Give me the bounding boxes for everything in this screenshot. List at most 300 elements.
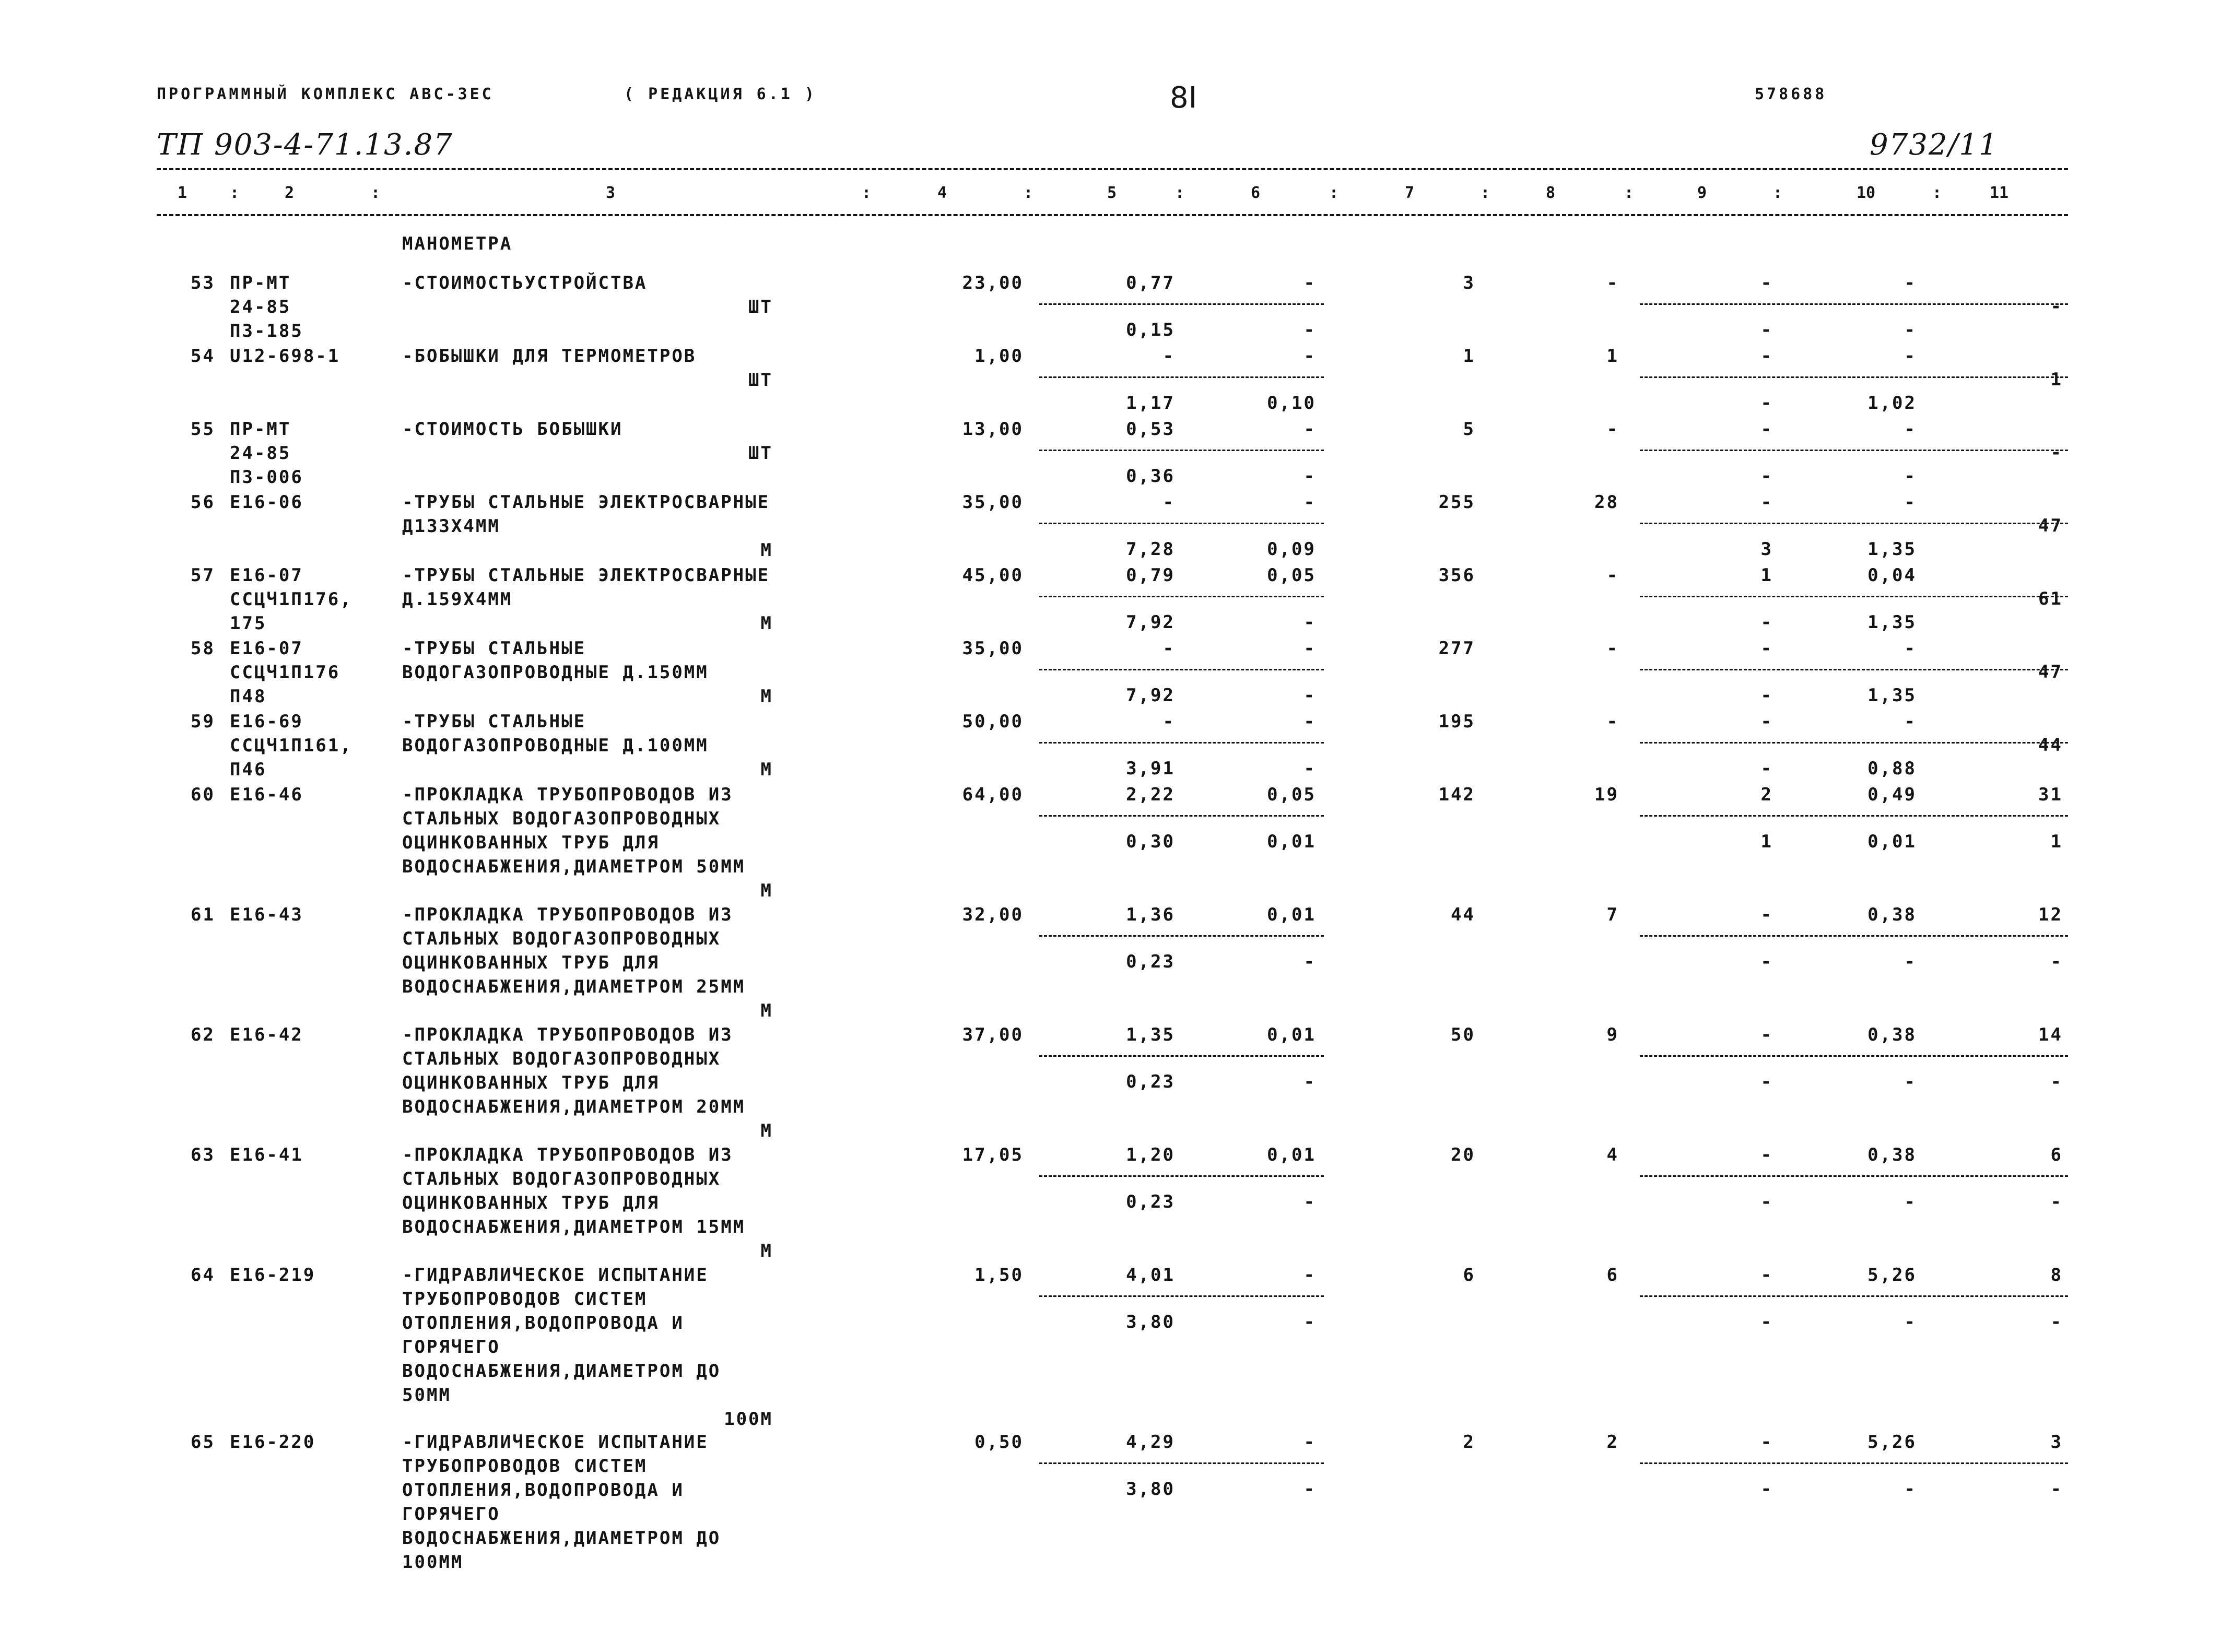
col9-value: 1 [1760,565,1773,586]
item-code: ПР-МТ [230,273,291,293]
col6-value: - [1303,951,1316,972]
item-description: -ПРОКЛАДКА ТРУБОПРОВОДОВ ИЗ [402,904,733,925]
col10-value: 0,01 [1867,831,1917,852]
item-description: -ТРУБЫ СТАЛЬНЫЕ ЭЛЕКТРОСВАРНЫЕ [402,565,770,586]
col10-value: - [1904,273,1917,293]
col10-value: 5,26 [1867,1265,1917,1285]
item-code: U12-698-1 [230,346,340,367]
item-description: Д133Х4ММ [402,516,500,537]
item-quantity: 32,00 [962,904,1024,925]
col9-value: - [1760,1071,1773,1092]
page-number: 8I [1170,81,1197,115]
column-separator: : [1175,184,1185,202]
col11-value: 12 [2038,904,2063,925]
col11-value: 14 [2038,1024,2063,1045]
column-separator: : [1932,184,1942,202]
item-description: -СТОИМОСТЬУСТРОЙСТВА [402,273,648,293]
item-description: ТРУБОПРОВОДОВ СИСТЕМ [402,1289,648,1309]
item-unit: М [760,613,773,634]
col5-value: 0,53 [1126,419,1175,440]
column-header: 7 [1405,184,1415,202]
item-description: СТАЛЬНЫХ ВОДОГАЗОПРОВОДНЫХ [402,928,721,949]
item-description: ТРУБОПРОВОДОВ СИСТЕМ [402,1456,648,1477]
item-quantity: 50,00 [962,711,1024,732]
col10-value: 0,88 [1867,758,1917,779]
col6-value: - [1303,346,1316,367]
col6-value: - [1303,273,1316,293]
item-code: E16-46 [230,784,303,805]
item-description: ВОДОСНАБЖЕНИЯ,ДИАМЕТРОМ ДО [402,1361,721,1382]
item-description: -ТРУБЫ СТАЛЬНЫЕ [402,711,586,732]
col9-value: - [1760,638,1773,659]
item-description: ОЦИНКОВАННЫХ ТРУБ ДЛЯ [402,1193,660,1213]
item-quantity: 1,50 [974,1265,1024,1285]
col6-value: - [1303,419,1316,440]
col9-value: - [1760,320,1773,340]
item-description: ОТОПЛЕНИЯ,ВОДОПРОВОДА И [402,1313,684,1334]
tier-separator [1039,596,1324,597]
item-description: ВОДОСНАБЖЕНИЯ,ДИАМЕТРОМ 15ММ [402,1217,746,1237]
tier-separator [1640,1175,2068,1177]
column-separator: : [862,184,872,202]
col9-value: - [1760,492,1773,513]
column-separator: : [1329,184,1339,202]
tier-separator [1039,1175,1324,1177]
col6-value: - [1303,711,1316,732]
column-header: 1 [178,184,187,202]
col9-value: 2 [1760,784,1773,805]
item-code: 24-85 [230,443,291,464]
col8-value: 1 [1606,346,1619,367]
col10-value: 0,38 [1867,1024,1917,1045]
item-number: 62 [191,1024,215,1045]
col10-value: - [1904,638,1917,659]
tier-separator [1640,1055,2068,1057]
item-code: E16-220 [230,1432,316,1453]
item-description: ОТОПЛЕНИЯ,ВОДОПРОВОДА И [402,1480,684,1501]
item-code: ССЦЧ1П161, [230,735,353,756]
item-description: ВОДОГАЗОПРОВОДНЫЕ Д.150ММ [402,662,709,683]
item-quantity: 0,50 [974,1432,1024,1453]
col10-value: 1,35 [1867,539,1917,560]
item-number: 54 [191,346,215,367]
item-description: ВОДОСНАБЖЕНИЯ,ДИАМЕТРОМ 20ММ [402,1096,746,1117]
program-title: ПРОГРАММНЫЙ КОМПЛЕКС АВС-ЗЕС [157,85,494,103]
column-separator: : [1773,184,1783,202]
col11-value: - [2050,1479,2063,1500]
col9-value: 1 [1760,831,1773,852]
item-description: ВОДОГАЗОПРОВОДНЫЕ Д.100ММ [402,735,709,756]
item-unit: М [760,1000,773,1021]
tier-separator [1640,523,2068,524]
col11-value: 47 [2038,662,2063,682]
col5-value: 0,79 [1126,565,1175,586]
col7-value: 44 [1451,904,1475,925]
item-quantity: 37,00 [962,1024,1024,1045]
col8-value: 6 [1606,1265,1619,1285]
item-number: 65 [191,1432,215,1453]
col8-value: 19 [1594,784,1619,805]
item-number: 60 [191,784,215,805]
col8-value: - [1606,565,1619,586]
item-quantity: 64,00 [962,784,1024,805]
col9-value: - [1760,685,1773,706]
column-separator: : [371,184,381,202]
col10-value: 1,02 [1867,393,1917,414]
col9-value: - [1760,951,1773,972]
column-header: 6 [1251,184,1261,202]
col7-value: 20 [1451,1144,1475,1165]
col5-value: 0,23 [1126,951,1175,972]
col5-value: 4,29 [1126,1432,1175,1453]
item-unit: М [760,1241,773,1261]
item-number: 59 [191,711,215,732]
item-code: П48 [230,686,267,707]
tier-separator [1640,815,2068,817]
col6-value: - [1303,1312,1316,1332]
col9-value: - [1760,1312,1773,1332]
item-number: 57 [191,565,215,586]
col8-value: - [1606,638,1619,659]
item-description: Д.159Х4ММ [402,589,513,610]
tier-separator [1039,1462,1324,1464]
col7-value: 6 [1463,1265,1475,1285]
col5-value: 0,15 [1126,320,1175,340]
col10-value: - [1904,492,1917,513]
edition-label: ( РЕДАКЦИЯ 6.1 ) [624,85,817,103]
col7-value: 277 [1438,638,1475,659]
tier-separator [1039,935,1324,937]
item-code: E16-07 [230,638,303,659]
item-description: -БОБЫШКИ ДЛЯ ТЕРМОМЕТРОВ [402,346,697,367]
col6-value: - [1303,320,1316,340]
col10-value: 0,38 [1867,1144,1917,1165]
col7-value: 2 [1463,1432,1475,1453]
item-unit: М [760,540,773,561]
item-code: E16-69 [230,711,303,732]
item-unit: ШТ [748,370,773,391]
col5-value: 3,80 [1126,1312,1175,1332]
col6-value: - [1303,685,1316,706]
col11-value: 8 [2050,1265,2063,1285]
col10-value: - [1904,1312,1917,1332]
col5-value: 2,22 [1126,784,1175,805]
item-code: E16-41 [230,1144,303,1165]
col5-value: 0,36 [1126,466,1175,487]
item-description: ОЦИНКОВАННЫХ ТРУБ ДЛЯ [402,832,660,853]
item-description: СТАЛЬНЫХ ВОДОГАЗОПРОВОДНЫХ [402,1169,721,1189]
col8-value: 9 [1606,1024,1619,1045]
item-description: МАНОМЕТРА [402,233,513,254]
col5-value: 7,92 [1126,612,1175,633]
item-quantity: 35,00 [962,492,1024,513]
col7-value: 3 [1463,273,1475,293]
tier-separator [1039,1055,1324,1057]
col10-value: - [1904,419,1917,440]
col9-value: - [1760,346,1773,367]
col5-value: 7,28 [1126,539,1175,560]
item-description: ГОРЯЧЕГО [402,1504,500,1525]
item-code: П3-006 [230,467,303,488]
tier-separator [1640,450,2068,451]
item-code: E16-06 [230,492,303,513]
col11-value: 44 [2038,735,2063,756]
header-rule-bottom [157,214,2068,216]
col8-value: 4 [1606,1144,1619,1165]
item-unit: ШТ [748,443,773,464]
col8-value: 7 [1606,904,1619,925]
tier-separator [1640,596,2068,597]
col6-value: - [1303,492,1316,513]
item-description: -ПРОКЛАДКА ТРУБОПРОВОДОВ ИЗ [402,1144,733,1165]
col11-value: - [2050,1071,2063,1092]
item-quantity: 17,05 [962,1144,1024,1165]
column-header: 4 [937,184,947,202]
item-code: ССЦЧ1П176 [230,662,340,683]
col7-value: 255 [1438,492,1475,513]
item-unit: ШТ [748,297,773,317]
col10-value: 0,38 [1867,904,1917,925]
col10-value: 0,49 [1867,784,1917,805]
col10-value: 1,35 [1867,612,1917,633]
item-number: 63 [191,1144,215,1165]
column-header: 10 [1857,184,1876,202]
col8-value: - [1606,419,1619,440]
item-code: ССЦЧ1П176, [230,589,353,610]
col11-value: - [2050,296,2063,317]
col10-value: - [1904,320,1917,340]
col8-value: - [1606,711,1619,732]
item-code: П46 [230,759,267,780]
tier-separator [1039,742,1324,744]
column-header: 8 [1546,184,1556,202]
item-description: -ТРУБЫ СТАЛЬНЫЕ [402,638,586,659]
col10-value: - [1904,1071,1917,1092]
tier-separator [1039,450,1324,451]
col6-value: 0,01 [1267,831,1316,852]
tier-separator [1039,523,1324,524]
col9-value: 3 [1760,539,1773,560]
item-description: 100ММ [402,1552,464,1573]
col5-value: 0,23 [1126,1191,1175,1212]
col10-value: - [1904,1191,1917,1212]
item-code: 175 [230,613,267,634]
item-description: ОЦИНКОВАННЫХ ТРУБ ДЛЯ [402,1072,660,1093]
col5-value: 0,30 [1126,831,1175,852]
col9-value: - [1760,904,1773,925]
item-code: 24-85 [230,297,291,317]
col6-value: - [1303,1479,1316,1500]
col5-value: 0,77 [1126,273,1175,293]
item-description: ВОДОСНАБЖЕНИЯ,ДИАМЕТРОМ ДО [402,1528,721,1549]
col9-value: - [1760,1432,1773,1453]
col9-value: - [1760,1191,1773,1212]
col11-value: 47 [2038,515,2063,536]
col6-value: - [1303,612,1316,633]
col10-value: 1,35 [1867,685,1917,706]
col11-value: - [2050,442,2063,463]
col11-value: 3 [2050,1432,2063,1453]
column-header: 2 [285,184,295,202]
tier-separator [1640,376,2068,378]
col5-value: 3,80 [1126,1479,1175,1500]
column-separator: : [230,184,240,202]
col6-value: 0,05 [1267,565,1316,586]
column-header: 11 [1990,184,2009,202]
item-description: -ПРОКЛАДКА ТРУБОПРОВОДОВ ИЗ [402,784,733,805]
col5-value: 0,23 [1126,1071,1175,1092]
column-separator: : [1481,184,1490,202]
col10-value: - [1904,711,1917,732]
col7-value: 142 [1438,784,1475,805]
item-number: 64 [191,1265,215,1285]
col6-value: 0,05 [1267,784,1316,805]
col6-value: - [1303,1432,1316,1453]
col5-value: 1,36 [1126,904,1175,925]
col5-value: 3,91 [1126,758,1175,779]
item-code: E16-219 [230,1265,316,1285]
tier-separator [1039,815,1324,817]
col11-value: - [2050,1191,2063,1212]
column-separator: : [1024,184,1033,202]
tier-separator [1039,1295,1324,1297]
item-quantity: 13,00 [962,419,1024,440]
col5-value: - [1162,346,1175,367]
item-description: ОЦИНКОВАННЫХ ТРУБ ДЛЯ [402,952,660,973]
col10-value: - [1904,1479,1917,1500]
tier-separator [1039,303,1324,305]
project-reference: ТП 903-4-71.13.87 [157,128,453,162]
item-unit: 100М [724,1409,773,1430]
col9-value: - [1760,466,1773,487]
col10-value: - [1904,951,1917,972]
header-rule-top [157,168,2068,170]
item-description: -ГИДРАВЛИЧЕСКОЕ ИСПЫТАНИЕ [402,1265,709,1285]
tier-separator [1640,742,2068,744]
item-description: ВОДОСНАБЖЕНИЯ,ДИАМЕТРОМ 50ММ [402,856,746,877]
col10-value: 5,26 [1867,1432,1917,1453]
col7-value: 50 [1451,1024,1475,1045]
col10-value: 0,04 [1867,565,1917,586]
col11-value: 61 [2038,588,2063,609]
document-code: 578688 [1755,85,1827,103]
col9-value: - [1760,1144,1773,1165]
item-description: -ПРОКЛАДКА ТРУБОПРОВОДОВ ИЗ [402,1024,733,1045]
item-quantity: 45,00 [962,565,1024,586]
tier-separator [1640,935,2068,937]
item-unit: М [760,759,773,780]
col5-value: - [1162,638,1175,659]
tier-separator [1039,376,1324,378]
col5-value: - [1162,492,1175,513]
col11-value: - [2050,1312,2063,1332]
col6-value: 0,01 [1267,904,1316,925]
item-number: 58 [191,638,215,659]
col5-value: 1,17 [1126,393,1175,414]
col7-value: 195 [1438,711,1475,732]
item-code: E16-42 [230,1024,303,1045]
col9-value: - [1760,1479,1773,1500]
item-quantity: 1,00 [974,346,1024,367]
col9-value: - [1760,1265,1773,1285]
item-unit: М [760,686,773,707]
item-description: -ТРУБЫ СТАЛЬНЫЕ ЭЛЕКТРОСВАРНЫЕ [402,492,770,513]
item-description: 50ММ [402,1385,451,1406]
col6-value: - [1303,758,1316,779]
item-number: 53 [191,273,215,293]
col6-value: - [1303,1191,1316,1212]
item-code: E16-43 [230,904,303,925]
col6-value: 0,01 [1267,1144,1316,1165]
item-number: 61 [191,904,215,925]
col11-value: 6 [2050,1144,2063,1165]
item-number: 55 [191,419,215,440]
col6-value: 0,09 [1267,539,1316,560]
col9-value: - [1760,419,1773,440]
col10-value: - [1904,346,1917,367]
col11-value: 1 [2050,831,2063,852]
col5-value: 4,01 [1126,1265,1175,1285]
col5-value: 7,92 [1126,685,1175,706]
column-header: 3 [606,184,616,202]
col9-value: - [1760,393,1773,414]
col10-value: - [1904,466,1917,487]
col7-value: 5 [1463,419,1475,440]
col9-value: - [1760,612,1773,633]
column-header: 9 [1697,184,1707,202]
sheet-reference: 9732/11 [1870,128,1999,162]
column-header: 5 [1107,184,1117,202]
item-unit: М [760,1120,773,1141]
col5-value: - [1162,711,1175,732]
item-description: -СТОИМОСТЬ БОБЫШКИ [402,419,623,440]
col5-value: 1,20 [1126,1144,1175,1165]
item-code: E16-07 [230,565,303,586]
col9-value: - [1760,711,1773,732]
item-unit: М [760,880,773,901]
col11-value: 1 [2050,369,2063,390]
item-description: СТАЛЬНЫХ ВОДОГАЗОПРОВОДНЫХ [402,1048,721,1069]
col5-value: 1,35 [1126,1024,1175,1045]
col8-value: 2 [1606,1432,1619,1453]
col6-value: 0,10 [1267,393,1316,414]
col6-value: - [1303,1071,1316,1092]
tier-separator [1640,1295,2068,1297]
col11-value: - [2050,951,2063,972]
item-code: П3-185 [230,321,303,341]
item-number: 56 [191,492,215,513]
col7-value: 1 [1463,346,1475,367]
col7-value: 356 [1438,565,1475,586]
col6-value: 0,01 [1267,1024,1316,1045]
item-code: ПР-МТ [230,419,291,440]
item-quantity: 35,00 [962,638,1024,659]
col11-value: 31 [2038,784,2063,805]
tier-separator [1640,669,2068,670]
col9-value: - [1760,1024,1773,1045]
item-description: ВОДОСНАБЖЕНИЯ,ДИАМЕТРОМ 25ММ [402,976,746,997]
col8-value: 28 [1594,492,1619,513]
col6-value: - [1303,466,1316,487]
col9-value: - [1760,758,1773,779]
tier-separator [1640,303,2068,305]
item-description: СТАЛЬНЫХ ВОДОГАЗОПРОВОДНЫХ [402,808,721,829]
tier-separator [1039,669,1324,670]
item-quantity: 23,00 [962,273,1024,293]
col6-value: - [1303,1265,1316,1285]
tier-separator [1640,1462,2068,1464]
item-description: -ГИДРАВЛИЧЕСКОЕ ИСПЫТАНИЕ [402,1432,709,1453]
